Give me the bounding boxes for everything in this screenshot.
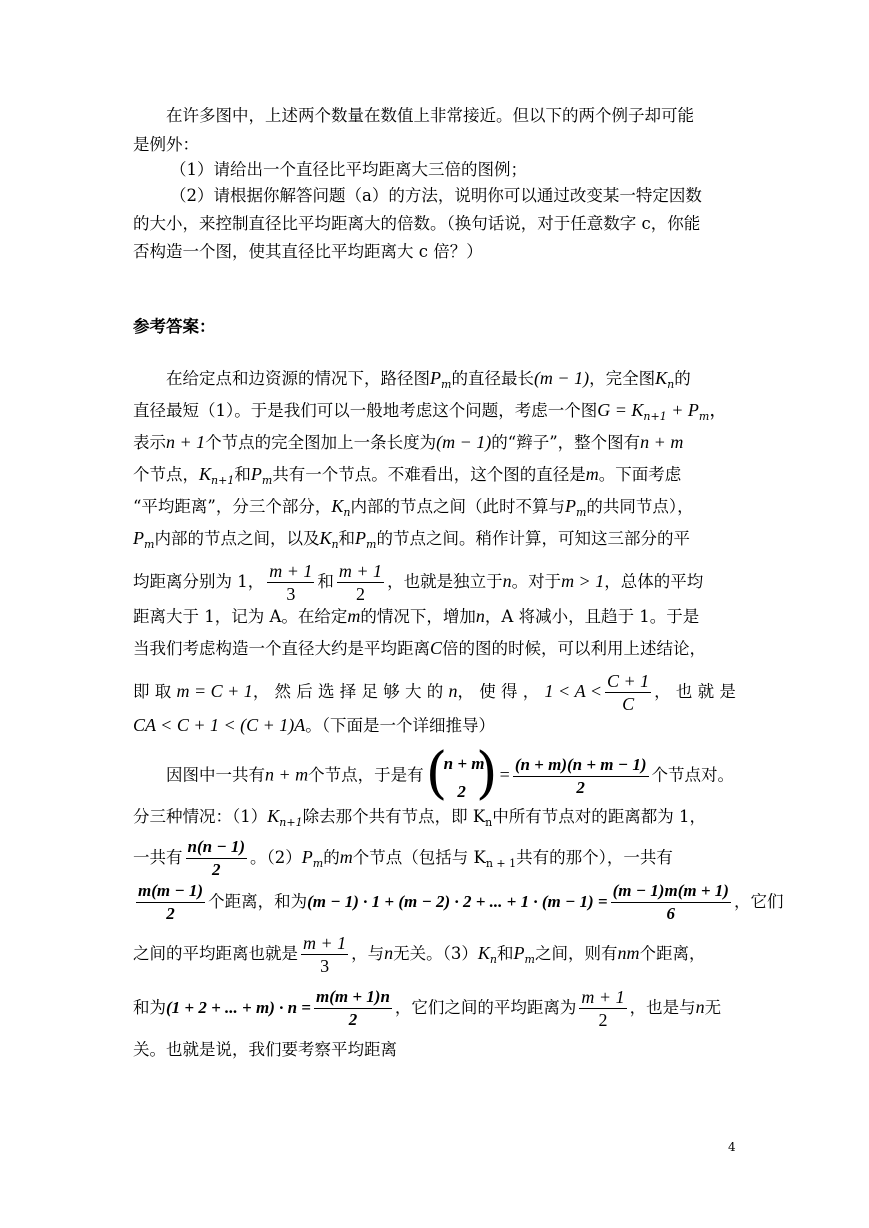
math-var: P xyxy=(301,847,313,867)
text-span: 。（下面是一个详细推导） xyxy=(305,716,496,735)
math-sub: n+1 xyxy=(643,410,667,423)
math-sub: m xyxy=(366,538,377,551)
math-sub: m xyxy=(261,474,273,487)
text-span: ， 然 后 选 择 足 够 大 的 xyxy=(252,682,444,701)
text-span: 即 取 xyxy=(133,682,172,701)
text-line: 关。也就是说，我们要考察平均距离 xyxy=(133,1040,397,1059)
fraction: $\frac{(n + m)(n + m - 1)}{2}$ xyxy=(514,754,647,797)
text-span: ，它们之间的平均距离为 xyxy=(394,998,577,1017)
math-var: K xyxy=(199,464,212,484)
text-line xyxy=(133,986,721,1031)
question-item-2: （2）请根据你解答问题（a）的方法，说明你可以通过改变某一特定因数 xyxy=(170,186,702,205)
fraction: $\frac{(m - 1)m(m + 1)}{6}$ xyxy=(612,881,729,923)
math-var: n xyxy=(384,943,394,963)
text-line xyxy=(133,526,690,557)
text-span: 个节点对。 xyxy=(651,765,734,785)
math-sub: m xyxy=(312,857,324,870)
math-sub: n xyxy=(331,538,339,551)
fraction: $\frac{m + 1}{3}$ xyxy=(303,933,347,976)
text-span: 的 xyxy=(674,369,691,388)
fraction: $\frac{n(n - 1)}{2}$ xyxy=(187,837,246,879)
text-span: 均距离分别为 1， xyxy=(133,572,265,591)
math-expr: m = C + 1 xyxy=(176,681,253,701)
text-line xyxy=(133,462,681,493)
text-span: ， 使 得 ， xyxy=(457,682,540,701)
math-var: nm xyxy=(617,943,640,963)
math-var: n xyxy=(448,681,458,701)
math-var: n xyxy=(475,606,485,626)
text-span: 在给定点和边资源的情况下，路径图 xyxy=(166,369,430,388)
text-span: 当我们考虑构造一个直径大约是平均距离 xyxy=(133,639,430,658)
text-line xyxy=(133,804,706,835)
fraction: $\frac{C + 1}{C}$ xyxy=(607,671,650,714)
text-span: 内部的节点之间，以及 xyxy=(154,529,320,548)
text-line: 是例外： xyxy=(133,135,199,154)
text-span: 共有一个节点。不难看出，这个图的直径是 xyxy=(272,465,586,484)
math-sub: n xyxy=(343,506,351,519)
text-line: 在许多图中，上述两个数量在数值上非常接近。但以下的两个例子却可能 xyxy=(166,106,694,125)
fraction: $\frac{m + 1}{2}$ xyxy=(581,987,625,1030)
text-span: 之间，则有 xyxy=(534,944,618,963)
text-span: 的 xyxy=(323,848,340,867)
text-span: 和 xyxy=(234,465,251,484)
math-sub: n+1 xyxy=(211,474,235,487)
fraction: $\frac{m + 1}{2}$ xyxy=(338,561,383,604)
text-span: 。（2） xyxy=(250,848,302,867)
math-var: P xyxy=(250,464,262,484)
text-span: 个节点的完全图加上一条长度为 xyxy=(205,433,437,452)
text-line xyxy=(133,560,703,605)
text-line xyxy=(133,604,699,629)
math-var: K xyxy=(267,806,280,826)
math-var: P xyxy=(430,368,441,388)
text-span: ，它们 xyxy=(733,892,784,911)
text-span: 除去那个共有节点，即 K xyxy=(302,807,486,826)
text-span: 和 xyxy=(497,944,514,963)
text-span: 和 xyxy=(338,529,356,548)
text-span: ，完全图 xyxy=(589,369,656,388)
math-var: P xyxy=(564,496,576,516)
text-span: 直径最短（1）。于是我们可以一般地考虑这个问题，考虑一个图 xyxy=(133,401,598,420)
text-span: 无 xyxy=(704,998,722,1017)
text-span: ，总体的平均 xyxy=(604,572,704,591)
text-span: 内部的节点之间（此时不算与 xyxy=(350,497,565,516)
text-line: 直径最短（1）。于是我们可以一般地考虑这个问题，考虑一个图$G = K_{n+1} + P_m$， xyxy=(133,400,728,423)
text-line: 的大小，来控制直径比平均距离大的倍数。（换句话说，对于任意数字 c，你能 xyxy=(133,214,701,233)
text-span: 之间的平均距离也就是 xyxy=(133,944,298,963)
text-line xyxy=(133,713,495,738)
math-sub: n+1 xyxy=(279,816,303,829)
text-line xyxy=(133,636,706,661)
math-sub: m xyxy=(524,953,535,966)
math-expr: G = K xyxy=(597,400,644,420)
text-span: 个距离， xyxy=(639,944,706,963)
text-span: 的共同节点）， xyxy=(586,497,694,516)
math-sub: m xyxy=(575,506,587,519)
text-span: “平均距离”，分三个部分， xyxy=(133,497,332,516)
text-span: 。下面考虑 xyxy=(598,465,682,484)
answer-heading: 参考答案： xyxy=(133,317,216,336)
math-sub: n xyxy=(485,816,493,829)
math-expr: n + m xyxy=(265,764,309,785)
math-expr: CA < C + 1 < (C + 1)A xyxy=(133,715,306,735)
text-span: ，与 xyxy=(351,944,385,963)
math-sub: m xyxy=(144,538,155,551)
fraction: $\frac{m + 1}{3}$ xyxy=(269,561,313,604)
math-sub: n xyxy=(667,378,675,391)
text-span: 个距离，和为 xyxy=(208,892,308,911)
math-var: K xyxy=(331,496,344,516)
text-span: 的“辫子”，整个图有 xyxy=(491,433,641,452)
text-span: 因图中一共有 xyxy=(166,765,265,785)
text-line: 因图中一共有n + m个节点，于是有 ( n + m 2 ) = $\frac{(n + m)(n + m - 1)}{2}$ 个节点对。 xyxy=(166,741,734,806)
math-var: K xyxy=(477,943,490,963)
text-span: ， 也 就 是 xyxy=(654,682,736,701)
page-number: 4 xyxy=(728,1140,736,1154)
text-span: ，也是与 xyxy=(629,998,696,1017)
text-span: 一共有 xyxy=(133,848,183,867)
math-var: P xyxy=(133,528,144,548)
text-span: 共有的那个），一共有 xyxy=(516,848,673,867)
fraction: $\frac{m(m + 1)n}{2}$ xyxy=(316,987,390,1029)
math-sub: n + 1 xyxy=(485,857,517,870)
math-var: m xyxy=(585,464,599,484)
math-expr: m > 1 xyxy=(561,571,605,591)
text-span: 个节点（包括与 K xyxy=(352,848,486,867)
math-var: P xyxy=(355,528,367,548)
math-sub: m xyxy=(441,378,452,391)
math-expr: 1 < A < xyxy=(544,681,602,701)
text-span: 的直径最长 xyxy=(451,369,534,388)
math-var: n xyxy=(695,997,705,1017)
text-span: 和为 xyxy=(133,998,166,1017)
text-line: 否构造一个图，使其直径比平均距离大 c 倍？） xyxy=(133,242,483,261)
math-expr: (m − 1) · 1 + (m − 2) · 2 + ... + 1 · (m − 1) = xyxy=(307,892,608,911)
binomial: ( n + m 2 ) xyxy=(425,741,498,806)
text-span: 中所有节点对的距离都为 1， xyxy=(492,807,706,826)
math-expr: + P xyxy=(666,400,699,420)
math-expr: (m − 1) xyxy=(533,368,590,388)
text-span: 的节点之间。稍作计算，可知这三部分的平 xyxy=(376,529,690,548)
text-span: ，A 将减小，且趋于 1。于是 xyxy=(484,607,700,626)
text-span: 的情况下，增加 xyxy=(360,607,476,626)
math-var: m xyxy=(339,847,353,867)
math-var: m xyxy=(347,606,361,626)
text-span: ，也就是独立于 xyxy=(387,572,503,591)
math-var: K xyxy=(655,368,668,388)
math-sub: n xyxy=(489,953,498,966)
text-span: 个节点， xyxy=(133,465,199,484)
text-line xyxy=(133,430,683,455)
math-var: n xyxy=(502,571,512,591)
fraction: $\frac{m(m - 1)}{2}$ xyxy=(138,881,204,923)
text-line xyxy=(133,836,673,881)
text-span: 表示 xyxy=(133,433,166,452)
text-line xyxy=(133,670,736,715)
text-line xyxy=(133,932,705,977)
text-span: 和 xyxy=(317,572,334,591)
question-item-1: （1）请给出一个直径比平均距离大三倍的图例； xyxy=(170,160,527,179)
text-line xyxy=(166,366,691,397)
math-expr: n + 1 xyxy=(166,432,206,452)
math-expr: n + m xyxy=(640,432,684,452)
text-span: 距离大于 1，记为 A。在给定 xyxy=(133,607,348,626)
text-span: 倍的图的时候，可以利用上述结论， xyxy=(442,639,707,658)
text-span: 。对于 xyxy=(511,572,562,591)
math-expr: (m − 1) xyxy=(436,432,492,452)
text-line xyxy=(133,494,694,525)
math-var: P xyxy=(513,943,525,963)
text-span: 分三种情况：（1） xyxy=(133,807,268,826)
math-sub: m xyxy=(698,410,710,423)
text-span: 个节点，于是有 xyxy=(308,765,424,785)
math-expr: (1 + 2 + ... + m) · n = xyxy=(166,998,311,1017)
math-var: C xyxy=(430,638,443,658)
text-line xyxy=(133,880,783,925)
math-var: K xyxy=(319,528,332,548)
text-span: 无关。（3） xyxy=(393,944,478,963)
